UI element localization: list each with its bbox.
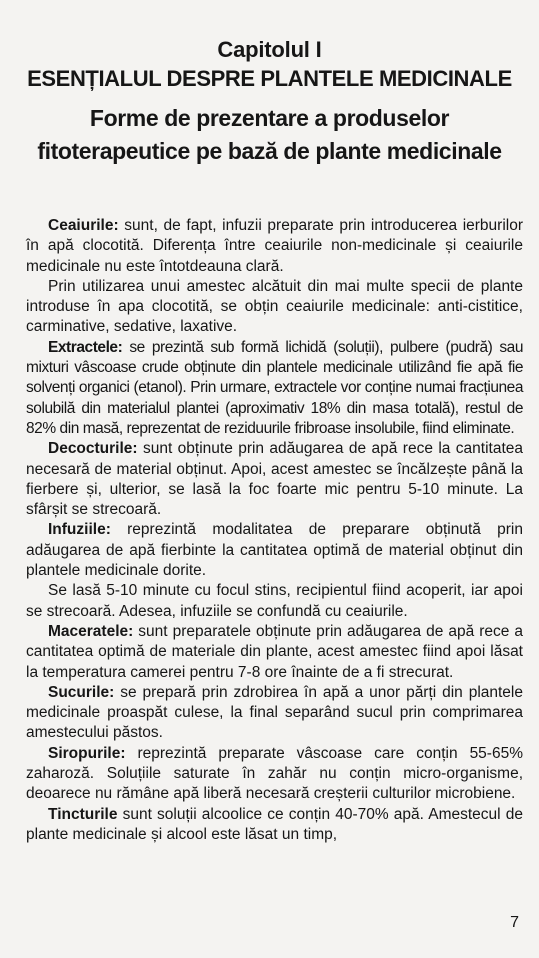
paragraph-text: sunt obținute prin adăugarea de apă rece la cantitatea necesară de material obținut. Apoi, acest amestec se încălzește până la fierbere și, ulterior, se lasă la foc foarte mic pentru 5-10 minute. La sfârșit se strecoară. [26, 440, 523, 519]
section-title-line-1: Forme de prezentare a produselor [89, 105, 450, 131]
paragraph-text: reprezintă preparate vâscoase care conțin 55-65% zaharoză. Soluțiile saturate în zahăr nu conțin micro-organisme, deoarece nu rămâne apă liberă necesară creșterii culturilor microbiene. [26, 744, 523, 803]
term-label: Extractele: [48, 338, 123, 356]
paragraph-sucurile [26, 683, 523, 744]
paragraph-text: se prezintă sub formă lichidă (soluții), pulbere (pudră) sau mixturi vâscoase crude obținute din plantele medicinale utilizând fie apă fie solvenți organici (etanol). Prin urmare, extractele vor conține numai fracțiunea solubilă din materialul plantei (aproximativ 18% din masa totală), restul de 82% din masă, reprezentat de reziduurile fribroase insolubile, fiind eliminate. [26, 338, 523, 437]
chapter-label: Capitolul I [217, 37, 322, 62]
paragraph-tincturile [26, 805, 523, 846]
paragraph-text: sunt preparatele obținute prin adăugarea de apă rece a cantitatea optimă de materiale din plante, acest amestec fiind apoi lăsat la temperatura camerei pentru 7-8 ore înainte de a fi strecurat. [26, 622, 523, 681]
term-label: Decocturile: [48, 440, 138, 458]
term-label: Maceratele: [48, 622, 134, 640]
paragraph-text: se prepară prin zdrobirea în apă a unor părți din plantele medicinale proaspăt culese, la final separând sucul prin comprimarea amestecului păstos. [26, 683, 523, 742]
paragraph-siropurile [26, 744, 523, 805]
page-number: 7 [510, 914, 519, 931]
term-label: Sucurile: [48, 683, 115, 701]
paragraph-text: reprezintă modalitatea de preparare obținută prin adăugarea de apă fierbinte la cantitatea optimă de material obținut din plantele medicinale dorite. [26, 521, 523, 580]
chapter-title: ESENȚIALUL DESPRE PLANTELE MEDICINALE [27, 66, 512, 91]
paragraph-decocturile [26, 439, 523, 520]
book-page [0, 36, 539, 958]
term-label: Ceaiurile: [48, 217, 119, 234]
term-label: Siropurile: [48, 744, 126, 762]
paragraph-maceratele [26, 622, 523, 683]
paragraph-ceaiurile [26, 216, 523, 277]
paragraph-text: Prin utilizarea unui amestec alcătuit din mai multe specii de plante introduse în apa clocotită, se obțin ceaiurile medicinale: anti-cistitice, carminative, sedative, laxative. [26, 277, 523, 336]
paragraph-infuziile [26, 520, 523, 581]
paragraph-text: Se lasă 5-10 minute cu focul stins, recipientul fiind acoperit, iar apoi se strecoară. Adesea, infuziile se confundă cu ceaiurile. [26, 582, 523, 620]
paragraph-text: sunt, de fapt, infuzii preparate prin introducerea ierburilor în apă clocotită. Diferența între ceaiurile non-medicinale și ceaiurile medicinale nu este întotdeauna clară. [26, 217, 523, 275]
paragraph-infuzii-continuare [26, 581, 523, 622]
body-text [26, 216, 523, 845]
paragraph-text: sunt soluții alcoolice ce conțin 40-70% apă. Amestecul de plante medicinale și alcool este lăsat un timp, [26, 805, 523, 843]
section-title [0, 102, 539, 168]
term-label: Tincturile [48, 805, 118, 823]
term-label: Infuziile: [48, 521, 111, 539]
section-title-line-2: fitoterapeutice pe bază de plante medicinale [37, 138, 502, 164]
paragraph-ceaiuri-medicinale [26, 277, 523, 338]
paragraph-extractele [26, 338, 523, 439]
